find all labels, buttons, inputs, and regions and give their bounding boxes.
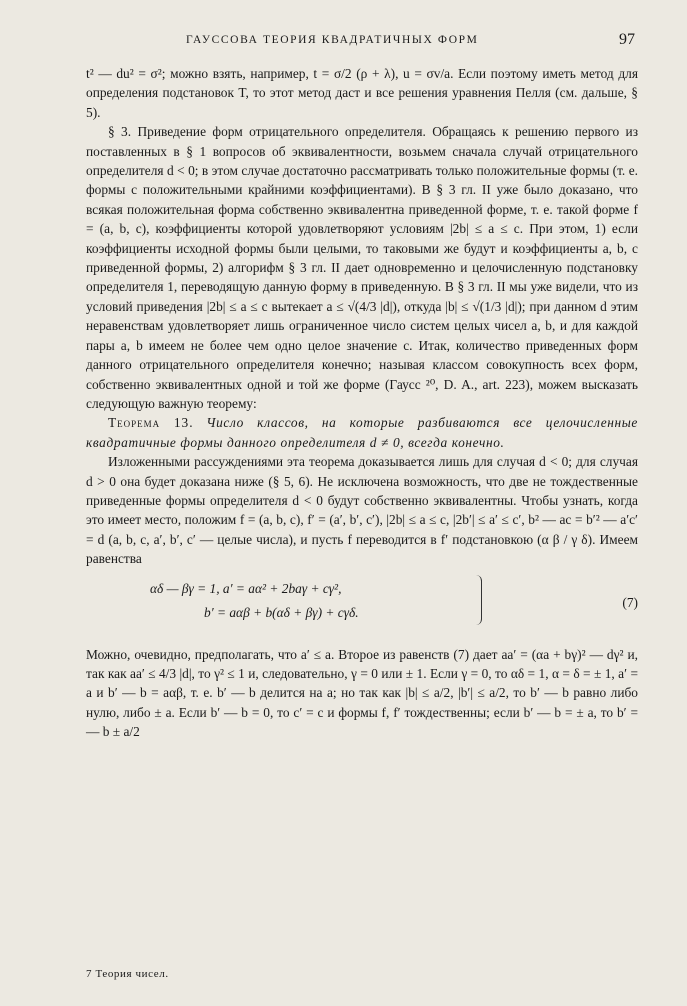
running-title: ГАУССОВА ТЕОРИЯ КВАДРАТИЧНЫХ ФОРМ xyxy=(186,34,479,46)
paragraph-intro: t² — du² = σ²; можно взять, например, t = σ/2 (ρ + λ), u = σv/a. Если поэтому иметь метод для определения подстановок T, то этот метод даст и все решения уравнения Пелля (см. дальше, § 5). xyxy=(86,66,638,120)
running-header xyxy=(86,31,635,54)
paragraph-section-3: § 3. Приведение форм отрицательного определителя. Обращаясь к решению первого из поставленных в § 1 вопросов об эквивалентности, возьмем сначала случай отрицательного определителя d < 0; в этом случае достаточно рассматривать только положительные формы (т. е. формы с положительными крайними коэффициентами). В § 3 гл. II уже было доказано, что всякая положительная форма собственно эквивалентна приведенной форме, т. е. такой форме f = (a, b, c), коэффициенты которой удовлетворяют условиям |2b| ≤ a ≤ c. При этом, 1) если коэффициенты исходной формы были целыми, то таковыми же будут и коэффициенты a, b, c приведенной формы, 2) алгорифм § 3 гл. II дает одновременно и целочисленную подстановку определителя 1, переводящую данную форму в приведенную. В § 3 гл. II мы уже видели, что из условий приведения |2b| ≤ a ≤ c вытекает a ≤ √(4/3 |d|), откуда |b| ≤ √(1/3 |d|); при данном d этим неравенствам удовлетворяет лишь ограниченное число систем целых чисел a, b, и для каждой пары a, b имеем не более чем одно целое значение c. Итак, количество приведенных форм данного отрицательного определителя конечно; называя классом совокупность всех форм, собственно эквивалентных одной и той же форме (Гаусс ²⁰, D. A., art. 223), можем высказать следующую важную теорему: xyxy=(86,124,638,411)
footer-signature: 7 Теория чисел. xyxy=(86,968,169,980)
equation-line-2: b′ = aαβ + b(αδ + βγ) + cγδ. xyxy=(204,604,359,620)
equation-line-1: αδ — βγ = 1, a′ = aα² + 2baγ + cγ², xyxy=(150,580,342,596)
theorem-text: Число классов, на которые разбиваются все целочисленные квадратичные формы данного определителя d ≠ 0, всегда конечно. xyxy=(86,415,638,450)
page-number: 97 xyxy=(619,31,635,48)
paragraph-continuation: Можно, очевидно, предполагать, что a′ ≤ a. Второе из равенств (7) дает aa′ = (αa + bγ)² — dγ² и, так как aa′ ≤ 4/3 |d|, то γ² ≤ 1 и, следовательно, γ = 0 или ± 1. Если γ = 0, то αδ = 1, α = δ = ± 1, a′ = a и b′ — b = aαβ, т. е. b′ — b делится на a; но так как |b| ≤ a/2, |b′| ≤ a/2, то b′ — b равно либо нулю, либо ± a. Если b′ — b = 0, то c′ = c и формы f, f′ тождественны; если b′ — b = ± a, то b′ = — b ± a/2 xyxy=(86,646,638,740)
paragraph-proof: Изложенными рассуждениями эта теорема доказывается лишь для случая d < 0; для случая d > 0 она будет доказана ниже (§ 5, 6). Не исключена возможность, что две не тождественные приведенные формы определителя d < 0 будут собственно эквивалентны. Чтобы узнать, когда это имеет место, положим f = (a, b, c), f′ = (a′, b′, c′), |2b| ≤ a ≤ c, |2b′| ≤ a′ ≤ c′, b² — ac = b′² — a′c′ = d (a, b, c, a′, b′, c′ — целые числа), и пусть f переводится в f′ подстановкою (α β / γ δ). Имеем равенства xyxy=(86,454,638,567)
theorem-13 xyxy=(86,413,638,452)
theorem-label: Теорема 13. xyxy=(108,415,194,431)
page-body xyxy=(86,64,638,742)
equation-system-7 xyxy=(86,573,638,639)
equation-brace xyxy=(473,575,482,625)
equation-tag: (7) xyxy=(622,594,638,610)
